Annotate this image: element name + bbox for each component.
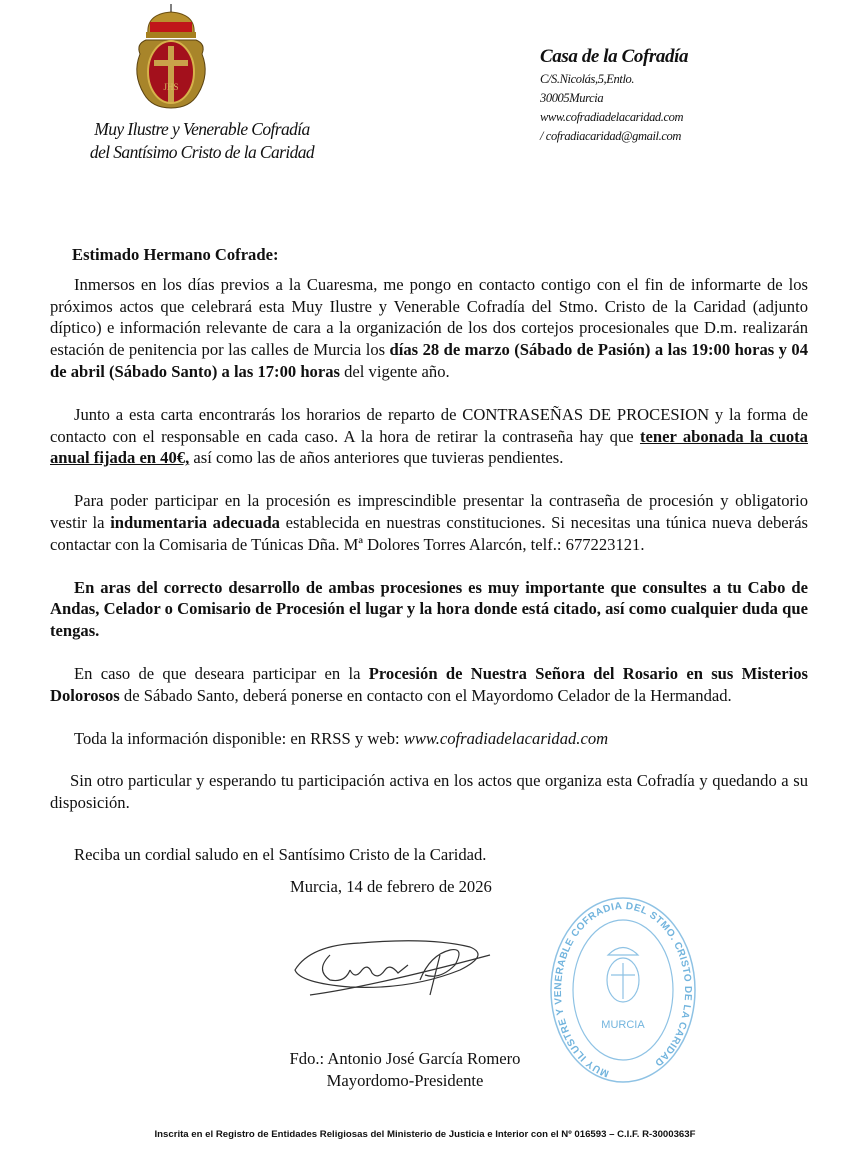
text: Junto a esta carta encontrarás los horarios de reparto de CONTRASEÑAS DE PROCESION y la forma de contacto con el responsable en cada caso. A la hora de retirar la contraseña hay que <box>50 404 808 446</box>
paragraph-4: En aras del correcto desarrollo de ambas procesiones es muy importante que consultes a tu Cabo de Andas, Celador o Comisario de Procesión el lugar y la hora donde está citado, así como cualquier duda que tengas. <box>50 577 808 641</box>
letter-body <box>50 244 808 887</box>
greeting: Estimado Hermano Cofrade: <box>72 245 279 264</box>
address-street: C/S.Nicolás,5,Entlo. <box>540 72 635 86</box>
address-web: www.cofradiadelacaridad.com <box>540 110 684 124</box>
paragraph-7: Sin otro particular y esperando tu participación activa en los actos que organiza esta Cofradía y quedando a su disposición. <box>50 771 808 813</box>
signer-block <box>270 1048 540 1092</box>
signer-role: Mayordomo-Presidente <box>326 1071 484 1090</box>
procession-name: Procesión de Nuestra Señora del Rosario en sus Misterios Dolorosos <box>50 663 808 705</box>
text: Para poder participar en la procesión es imprescindible presentar la contraseña de procesión y obligatorio vestir la <box>50 491 808 532</box>
official-seal-stamp <box>548 895 698 1085</box>
handwritten-signature <box>290 925 495 1005</box>
signer-name: Fdo.: Antonio José García Romero <box>289 1049 521 1068</box>
org-name-line2: del Santísimo Cristo de la Caridad <box>89 142 315 162</box>
text: Toda la información disponible: en RRSS y web: <box>74 728 404 748</box>
attire-notice: indumentaria adecuada <box>110 512 280 532</box>
text: de Sábado Santo, deberá ponerse en contacto con el Mayordomo Celador de la Hermandad. <box>119 685 732 705</box>
org-name-line1: Muy Ilustre y Venerable Cofradía <box>94 119 310 139</box>
paragraph-2 <box>50 404 808 469</box>
paragraph-1 <box>50 274 808 383</box>
svg-text:MUY ILUSTRE Y VENERABLE COFRAD: MUY ILUSTRE Y VENERABLE COFRADIA DEL STMO. CRISTO DE LA CARIDAD <box>552 900 694 1079</box>
annual-fee-notice: tener abonada la cuota anual fijada en 40€, <box>50 426 808 468</box>
organization-name <box>52 118 352 164</box>
procession-dates: días 28 de marzo (Sábado de Pasión) a las 19:00 horas y 04 de abril (Sábado Santo) a las 17:00 horas <box>50 340 808 381</box>
registry-footer: Inscrita en el Registro de Entidades Religiosas del Ministerio de Justicia e Interior con el Nº 016593 – C.I.F. R-3000363F <box>154 1129 696 1140</box>
address-city: 30005Murcia <box>540 91 604 105</box>
paragraph-5 <box>50 663 808 707</box>
text: establecida en nuestras constituciones. Si necesitas una túnica nueva deberás contactar con la Comisaria de Túnicas Dña. Mª Dolores Torres Alarcón, telf.: 677223121. <box>50 512 809 554</box>
stamp-city: MURCIA <box>601 1019 645 1031</box>
paragraph-6 <box>50 728 808 750</box>
text: En caso de que deseara participar en la <box>74 663 369 683</box>
address-email: / cofradiacaridad@gmail.com <box>540 129 681 143</box>
text: Inmersos en los días previos a la Cuaresma, me pongo en contacto contigo con el fin de informarte de los próximos actos que celebrará esta Muy Ilustre y Venerable Cofradía del Stmo. Cristo de la Caridad (adjunto díptico) e información relevante de cara a la organización de los dos cortejos procesionales que D.m. realizarán estación de penitencia por las calles de Murcia los <box>50 274 808 360</box>
paragraph-3 <box>50 490 808 555</box>
address-title: Casa de la Cofradía <box>540 46 689 67</box>
place-date: Murcia, 14 de febrero de 2026 <box>290 877 492 896</box>
website-link[interactable]: www.cofradiadelacaridad.com <box>403 728 609 748</box>
text: del vigente año. <box>339 361 450 381</box>
text: así como las de años anteriores que tuvieras pendientes. <box>189 448 564 468</box>
address-block <box>540 44 688 146</box>
cofradia-crest-logo <box>130 4 212 112</box>
paragraph-8: Reciba un cordial saludo en el Santísimo Cristo de la Caridad. <box>74 844 487 864</box>
crest-monogram: JHS <box>163 82 179 92</box>
